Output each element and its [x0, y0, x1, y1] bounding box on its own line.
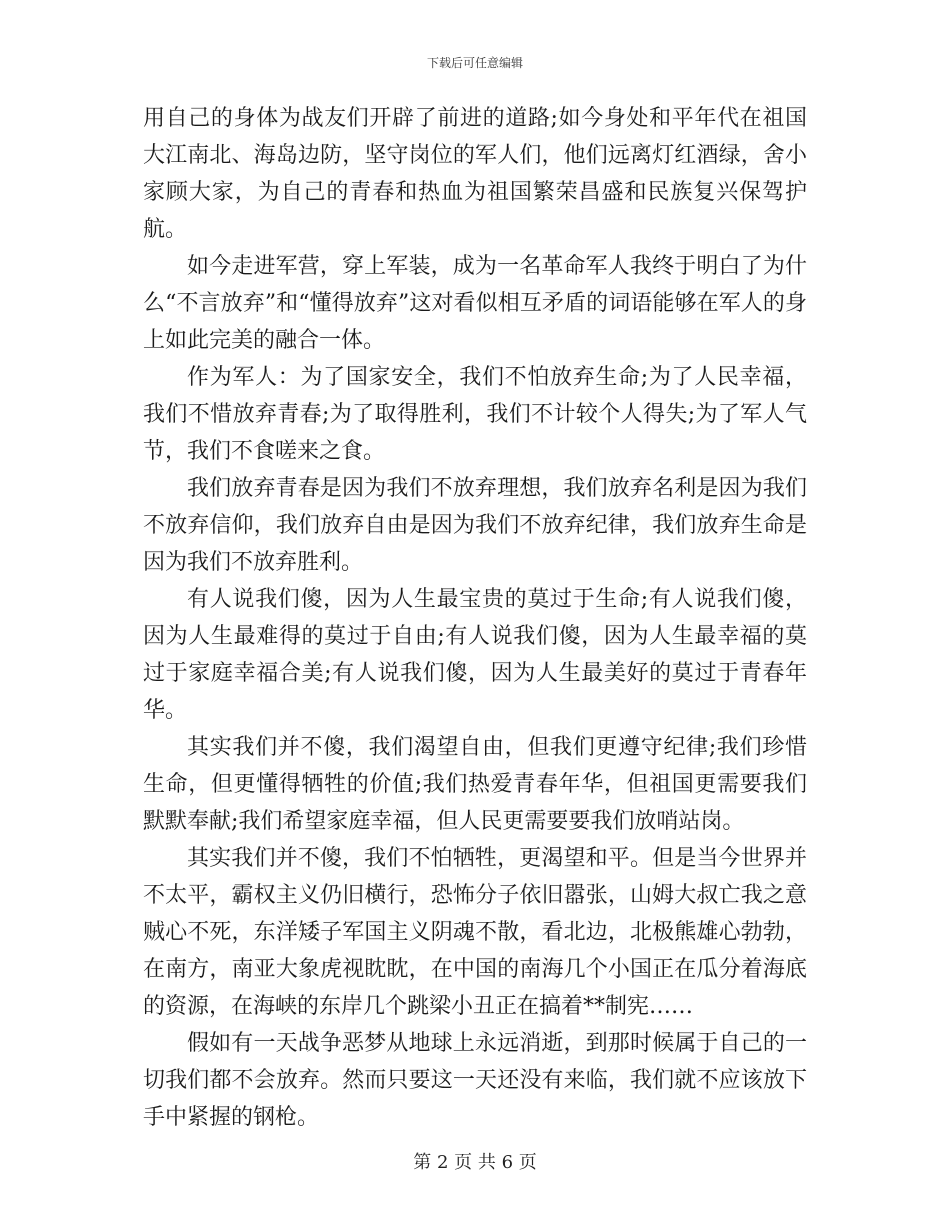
- paragraph-2: 如今走进军营，穿上军装，成为一名革命军人我终于明白了为什么“不言放弃”和“懂得放弃”这对看似相互矛盾的词语能够在军人的身上如此完美的融合一体。: [143, 254, 807, 353]
- paragraph-1: 用自己的身体为战友们开辟了前进的道路;如今身处和平年代在祖国大江南北、海岛边防，坚守岗位的军人们，他们远离灯红酒绿，舍小家顾大家，为自己的青春和热血为祖国繁荣昌盛和民族复兴保驾护航。: [143, 106, 807, 242]
- document-body: [143, 100, 807, 1136]
- paragraph-6: 其实我们并不傻，我们渴望自由，但我们更遵守纪律;我们珍惜生命，但更懂得牺牲的价值;我们热爱青春年华，但祖国更需要我们默默奉献;我们希望家庭幸福，但人民更需要要我们放哨站岗。: [143, 735, 807, 834]
- paragraph-3: 作为军人：为了国家安全，我们不怕放弃生命;为了人民幸福，我们不惜放弃青春;为了取得胜利，我们不计较个人得失;为了军人气节，我们不食嗟来之食。: [143, 365, 807, 464]
- paragraph-7: 其实我们并不傻，我们不怕牺牲，更渴望和平。但是当今世界并不太平，霸权主义仍旧横行，恐怖分子依旧嚣张，山姆大叔亡我之意贼心不死，东洋矮子军国主义阴魂不散，看北边，北极熊雄心勃勃，在南方，南亚大象虎视眈眈，在中国的南海几个小国正在瓜分着海底的资源，在海峡的东岸几个跳梁小丑正在搞着**制宪……: [143, 846, 807, 1019]
- page-number-footer: 第 2 页 共 6 页: [413, 1152, 537, 1173]
- paragraph-4: 我们放弃青春是因为我们不放弃理想，我们放弃名利是因为我们不放弃信仰，我们放弃自由是因为我们不放弃纪律，我们放弃生命是因为我们不放弃胜利。: [143, 476, 807, 575]
- page-header: 下载后可任意编辑: [426, 56, 523, 70]
- paragraph-5: 有人说我们傻，因为人生最宝贵的莫过于生命;有人说我们傻，因为人生最难得的莫过于自由;有人说我们傻，因为人生最幸福的莫过于家庭幸福合美;有人说我们傻，因为人生最美好的莫过于青春年华。: [143, 587, 807, 723]
- paragraph-8: 假如有一天战争恶梦从地球上永远消逝，到那时候属于自己的一切我们都不会放弃。然而只要这一天还没有来临，我们就不应该放下手中紧握的钢枪。: [143, 1031, 807, 1130]
